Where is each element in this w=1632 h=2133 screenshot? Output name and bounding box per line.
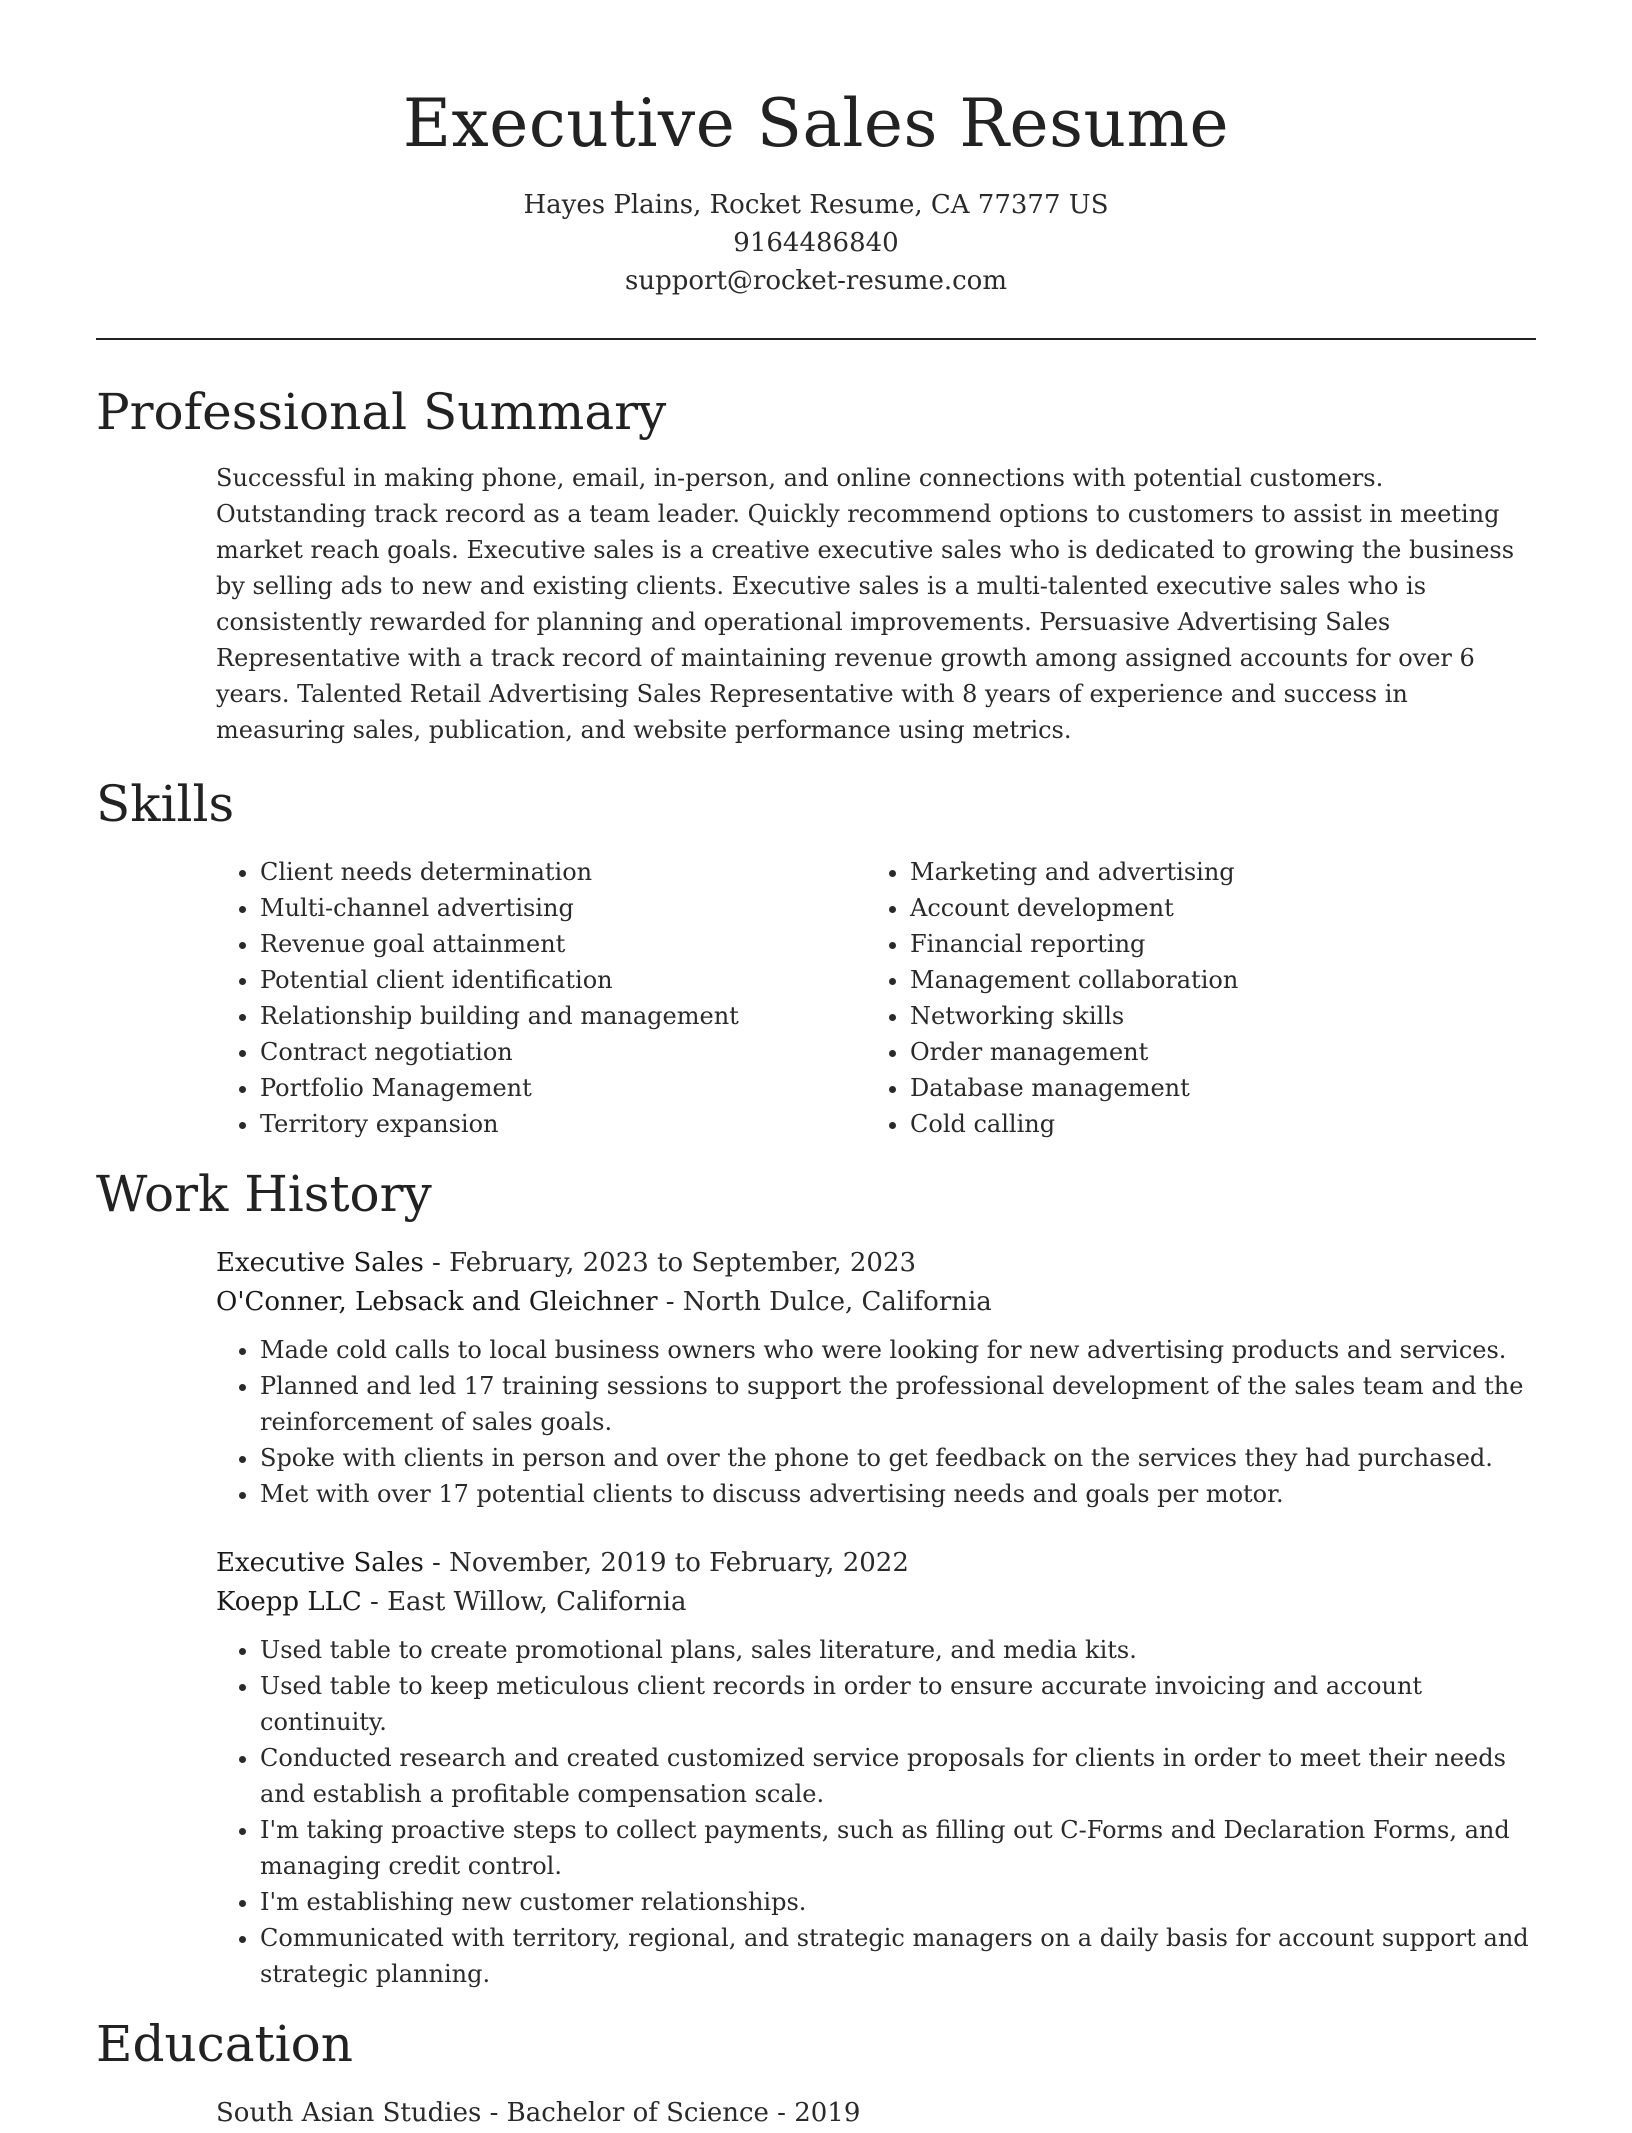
work-history-heading: Work History	[96, 1165, 432, 1223]
skills-column-left	[216, 854, 866, 1142]
education-section	[216, 2094, 1536, 2133]
job-dates: - February, 2023 to September, 2023	[423, 1248, 917, 1278]
job-role: Executive Sales	[216, 1248, 424, 1278]
skill-item: • Account development	[910, 890, 1516, 926]
resume-header	[96, 0, 1536, 300]
skill-item: • Order management	[910, 1034, 1516, 1070]
job-bullet: • Met with over 17 potential clients to discuss advertising needs and goals per motor.	[260, 1476, 1536, 1512]
contact-address: Hayes Plains, Rocket Resume, CA 77377 US	[523, 190, 1109, 220]
skill-item: • Portfolio Management	[260, 1070, 866, 1106]
job-title-line	[216, 1244, 1536, 1283]
job-bullet: • Used table to create promotional plans, sales literature, and media kits.	[260, 1632, 1536, 1668]
skill-item: • Relationship building and management	[260, 998, 866, 1034]
job-bullet: • I'm establishing new customer relationships.	[260, 1884, 1536, 1920]
skills-column-right	[866, 854, 1516, 1142]
education-entry: South Asian Studies - Bachelor of Science - 2019	[216, 2098, 861, 2128]
skills-grid	[216, 854, 1536, 1142]
job-bullet: • Used table to keep meticulous client records in order to ensure accurate invoicing and account continuity.	[260, 1668, 1536, 1740]
skill-item: • Database management	[910, 1070, 1516, 1106]
resume-page	[96, 0, 1536, 2133]
job-location: - North Dulce, California	[657, 1287, 992, 1317]
contact-email: support@rocket-resume.com	[624, 266, 1007, 296]
job-bullet: • Conducted research and created customized service proposals for clients in order to meet their needs and establish a profitable compensation scale.	[260, 1740, 1536, 1812]
job-bullet: • Communicated with territory, regional, and strategic managers on a daily basis for account support and strategic planning.	[260, 1920, 1536, 1992]
job-bullets	[216, 1332, 1536, 1512]
job-role: Executive Sales	[216, 1548, 424, 1578]
skill-item: • Territory expansion	[260, 1106, 866, 1142]
skill-item: • Contract negotiation	[260, 1034, 866, 1070]
summary-section	[216, 460, 1536, 748]
summary-text: Successful in making phone, email, in-person, and online connections with potential customers. Outstanding track record as a team leader. Quickly recommend options to customers to assist in meeting market reach goals. Executive sales is a creative executive sales who is dedicated to growing the business by selling ads to new and existing clients. Executive sales is a multi-talented executive sales who is consistently rewarded for planning and operational improvements. Persuasive Advertising Sales Representative with a track record of maintaining revenue growth among assigned accounts for over 6 years. Talented Retail Advertising Sales Representative with 8 years of experience and success in measuring sales, publication, and website performance using metrics.	[216, 464, 1515, 744]
header-divider	[96, 338, 1536, 340]
job-entry	[216, 1544, 1536, 1992]
education-heading: Education	[96, 2015, 353, 2073]
skill-item: • Marketing and advertising	[910, 854, 1516, 890]
skill-item: • Cold calling	[910, 1106, 1516, 1142]
job-company-line	[216, 1583, 1536, 1622]
job-bullet: • Spoke with clients in person and over the phone to get feedback on the services they had purchased.	[260, 1440, 1536, 1476]
job-company: Koepp LLC	[216, 1587, 362, 1617]
skills-heading: Skills	[96, 775, 235, 833]
contact-phone: 9164486840	[733, 228, 899, 258]
skill-item: • Multi-channel advertising	[260, 890, 866, 926]
job-location: - East Willow, California	[361, 1587, 687, 1617]
work-history-section	[216, 1244, 1536, 1992]
skill-item: • Revenue goal attainment	[260, 926, 866, 962]
resume-title: Executive Sales Resume	[402, 85, 1230, 162]
summary-heading: Professional Summary	[96, 383, 667, 441]
skill-item: • Client needs determination	[260, 854, 866, 890]
job-company: O'Conner, Lebsack and Gleichner	[216, 1287, 658, 1317]
job-bullet: • I'm taking proactive steps to collect payments, such as filling out C-Forms and Declaration Forms, and managing credit control.	[260, 1812, 1536, 1884]
skill-item: • Potential client identification	[260, 962, 866, 998]
skill-item: • Networking skills	[910, 998, 1516, 1034]
skills-section	[216, 854, 1536, 1142]
job-bullets	[216, 1632, 1536, 1992]
skill-item: • Financial reporting	[910, 926, 1516, 962]
job-bullet: • Made cold calls to local business owners who were looking for new advertising products and services.	[260, 1332, 1536, 1368]
job-company-line	[216, 1283, 1536, 1322]
job-title-line	[216, 1544, 1536, 1583]
job-entry	[216, 1244, 1536, 1512]
skill-item: • Management collaboration	[910, 962, 1516, 998]
job-bullet: • Planned and led 17 training sessions to support the professional development of the sales team and the reinforcement of sales goals.	[260, 1368, 1536, 1440]
job-dates: - November, 2019 to February, 2022	[423, 1548, 909, 1578]
